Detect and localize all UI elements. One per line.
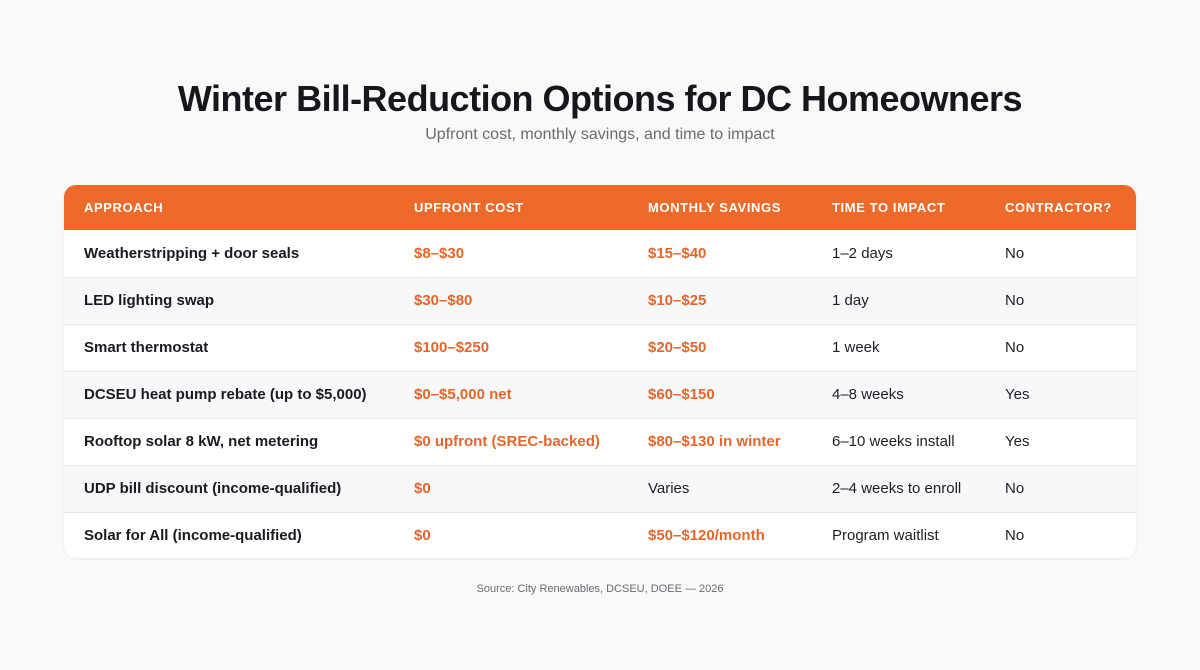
cell-contractor: No	[1005, 244, 1025, 262]
cell-approach: Rooftop solar 8 kW, net metering	[84, 433, 319, 450]
cell-time-to-impact: 1 day	[832, 292, 869, 309]
header-time-to-impact: TIME TO IMPACT	[832, 200, 946, 215]
header-approach: APPROACH	[84, 200, 164, 215]
source-note: Source: City Renewables, DCSEU, DOEE — 2026	[476, 583, 724, 595]
cell-approach: DCSEU heat pump rebate (up to $5,000)	[84, 386, 367, 403]
table-card	[64, 185, 1136, 558]
cell-approach: Weatherstripping + door seals	[84, 244, 300, 262]
cell-contractor: No	[1005, 480, 1025, 497]
cell-upfront-cost: $0–$5,000 net	[414, 386, 512, 403]
cell-upfront-cost: $0	[414, 480, 431, 497]
chart-subtitle: Upfront cost, monthly savings, and time to impact	[425, 126, 775, 143]
cell-time-to-impact: 1 week	[832, 339, 880, 356]
options-table	[64, 185, 1136, 558]
chart-title: Winter Bill-Reduction Options for DC Homeowners	[177, 78, 1023, 119]
cell-contractor: No	[1005, 527, 1025, 545]
table-row	[64, 277, 1136, 324]
cell-monthly-savings: $80–$130 in winter	[648, 433, 781, 450]
cell-monthly-savings: Varies	[648, 480, 690, 497]
cell-upfront-cost: $30–$80	[414, 292, 473, 309]
cell-upfront-cost: $0 upfront (SREC-backed)	[414, 433, 600, 450]
cell-approach: LED lighting swap	[84, 292, 214, 309]
header-monthly-savings: MONTHLY SAVINGS	[648, 200, 782, 215]
cell-monthly-savings: $50–$120/month	[648, 527, 765, 545]
cell-monthly-savings: $15–$40	[648, 244, 707, 262]
header-contractor: CONTRACTOR?	[1005, 200, 1112, 215]
cell-time-to-impact: 2–4 weeks to enroll	[832, 480, 962, 497]
cell-monthly-savings: $10–$25	[648, 292, 707, 309]
cell-contractor: No	[1005, 292, 1025, 309]
cell-time-to-impact: 1–2 days	[832, 244, 893, 262]
table-header-row	[64, 185, 1136, 230]
header-upfront-cost: UPFRONT COST	[414, 200, 524, 215]
cell-time-to-impact: Program waitlist	[832, 527, 939, 545]
cell-upfront-cost: $0	[414, 527, 431, 545]
cell-approach: Smart thermostat	[84, 339, 209, 356]
cell-time-to-impact: 6–10 weeks install	[832, 433, 955, 450]
cell-contractor: No	[1005, 339, 1025, 356]
cell-upfront-cost: $8–$30	[414, 244, 465, 262]
table-row	[64, 324, 1136, 371]
cell-time-to-impact: 4–8 weeks	[832, 386, 904, 403]
table-row	[64, 418, 1136, 465]
cell-contractor: Yes	[1005, 386, 1030, 403]
cell-approach: Solar for All (income-qualified)	[84, 527, 302, 545]
cell-approach: UDP bill discount (income-qualified)	[84, 480, 342, 497]
table-row	[64, 230, 1136, 277]
table-row	[64, 512, 1136, 558]
table-row	[64, 465, 1136, 512]
cell-monthly-savings: $60–$150	[648, 386, 715, 403]
cell-monthly-savings: $20–$50	[648, 339, 707, 356]
cell-upfront-cost: $100–$250	[414, 339, 490, 356]
cell-contractor: Yes	[1005, 433, 1030, 450]
table-row	[64, 371, 1136, 418]
